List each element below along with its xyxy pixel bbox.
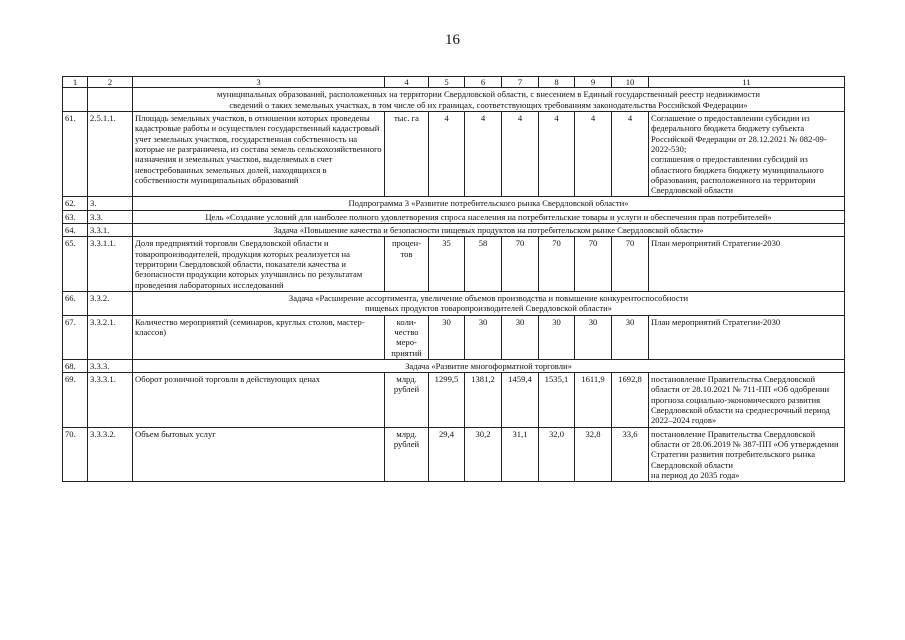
row-number: 69. — [63, 373, 88, 428]
value-cell: 4 — [429, 111, 465, 197]
column-number-3: 3 — [133, 77, 385, 88]
column-number-7: 7 — [502, 77, 539, 88]
column-number-9: 9 — [575, 77, 612, 88]
value-cell: 4 — [575, 111, 612, 197]
value-cell: 1459,4 — [502, 373, 539, 428]
value-cell: 4 — [539, 111, 575, 197]
page-number: 16 — [445, 32, 460, 48]
empty-cell — [88, 88, 133, 112]
row-code: 3.3.2.1. — [88, 315, 133, 359]
table-row — [63, 210, 845, 223]
source-cell: постановление Правительства Свердловской области от 28.06.2019 № 387-ПП «Об утверждении Стратегии развития потребительского рынка Свердловской области на период до 2035 года» — [649, 427, 845, 482]
row-number: 62. — [63, 197, 88, 210]
row-code: 3.3.1. — [88, 224, 133, 237]
column-number-5: 5 — [429, 77, 465, 88]
unit-cell: коли- чество меро- приятий — [385, 315, 429, 359]
value-cell: 32,0 — [539, 427, 575, 482]
section-title: Задача «Расширение ассортимента, увеличение объемов производства и повышение конкурентоспособности пищевых продуктов товаропроизводителей Свердловской области» — [133, 291, 845, 315]
table-row — [63, 373, 845, 428]
value-cell: 4 — [465, 111, 502, 197]
value-cell: 29,4 — [429, 427, 465, 482]
value-cell: 4 — [612, 111, 649, 197]
indicator-name: Площадь земельных участков, в отношении которых проведены кадастровые работы и осуществлен государственный кадастровый учет земельных участков, государственная собственность на которые не разграничена, из состава земель сельскохозяйственного назначения и земельных участков, выделяемых в счет невостребованных земельных долей, находящихся в собственности муниципальных образований — [133, 111, 385, 197]
row-number: 66. — [63, 291, 88, 315]
continuation-text: муниципальных образований, расположенных на территории Свердловской области, с внесением в Единый государственный реестр недвижимости сведений о таких земельных участках, в том числе об их границах, соответствующих требованиям законодательства Российской Федерации» — [133, 88, 845, 112]
table-row — [63, 111, 845, 197]
value-cell: 30 — [575, 315, 612, 359]
indicator-name: Количество мероприятий (семинаров, круглых столов, мастер-классов) — [133, 315, 385, 359]
value-cell: 30 — [539, 315, 575, 359]
column-number-11: 11 — [649, 77, 845, 88]
value-cell: 1611,9 — [575, 373, 612, 428]
value-cell: 70 — [612, 237, 649, 292]
empty-cell — [63, 88, 88, 112]
section-title: Подпрограмма 3 «Развитие потребительского рынка Свердловской области» — [133, 197, 845, 210]
unit-cell: тыс. га — [385, 111, 429, 197]
column-number-10: 10 — [612, 77, 649, 88]
value-cell: 58 — [465, 237, 502, 292]
row-code: 3.3.3. — [88, 359, 133, 372]
unit-cell: млрд. рублей — [385, 427, 429, 482]
column-number-8: 8 — [539, 77, 575, 88]
section-title: Цель «Создание условий для наиболее полного удовлетворения спроса населения на потребительские товары и услуги и обеспечения прав потребителей» — [133, 210, 845, 223]
row-code: 2.5.1.1. — [88, 111, 133, 197]
column-number-4: 4 — [385, 77, 429, 88]
row-number: 68. — [63, 359, 88, 372]
value-cell: 35 — [429, 237, 465, 292]
section-title: Задача «Повышение качества и безопасности пищевых продуктов на потребительском рынке Свердловской области» — [133, 224, 845, 237]
row-code: 3.3.3.1. — [88, 373, 133, 428]
table-row — [63, 291, 845, 315]
value-cell: 1299,5 — [429, 373, 465, 428]
source-cell: План мероприятий Стратегии-2030 — [649, 237, 845, 292]
source-cell: Соглашение о предоставлении субсидии из федерального бюджета бюджету субъекта Российской Федерации от 28.12.2021 № 082-09-2022-530; соглашения о предоставлении субсидий из областного бюджета бюджету муниципального образования, расположенного на территории Свердловской области — [649, 111, 845, 197]
row-code: 3.3.3.2. — [88, 427, 133, 482]
row-number: 67. — [63, 315, 88, 359]
value-cell: 30 — [465, 315, 502, 359]
value-cell: 30,2 — [465, 427, 502, 482]
column-number-6: 6 — [465, 77, 502, 88]
value-cell: 70 — [502, 237, 539, 292]
indicator-name: Доля предприятий торговли Свердловской области и товаропроизводителей, продукция которых реализуется на территории Свердловской области, показатели качества и безопасности продукции которых улучшились по результатам проведения лабораторных исследований — [133, 237, 385, 292]
table-row — [63, 224, 845, 237]
table-row — [63, 197, 845, 210]
value-cell: 70 — [575, 237, 612, 292]
row-number: 70. — [63, 427, 88, 482]
value-cell: 30 — [502, 315, 539, 359]
row-code: 3.3. — [88, 210, 133, 223]
table-row — [63, 237, 845, 292]
unit-cell: процен- тов — [385, 237, 429, 292]
row-number: 64. — [63, 224, 88, 237]
table-row — [63, 315, 845, 359]
table-row — [63, 427, 845, 482]
column-number-1: 1 — [63, 77, 88, 88]
row-code: 3.3.2. — [88, 291, 133, 315]
table-row — [63, 359, 845, 372]
row-code: 3.3.1.1. — [88, 237, 133, 292]
source-cell: постановление Правительства Свердловской области от 28.10.2021 № 711-ПП «Об одобрении прогноза социально-экономического развития Свердловской области на среднесрочный период 2022–2024 годов» — [649, 373, 845, 428]
source-cell: План мероприятий Стратегии-2030 — [649, 315, 845, 359]
value-cell: 30 — [612, 315, 649, 359]
unit-cell: млрд. рублей — [385, 373, 429, 428]
continuation-row — [63, 88, 845, 112]
value-cell: 1692,8 — [612, 373, 649, 428]
row-code: 3. — [88, 197, 133, 210]
value-cell: 32,8 — [575, 427, 612, 482]
value-cell: 4 — [502, 111, 539, 197]
column-number-2: 2 — [88, 77, 133, 88]
row-number: 65. — [63, 237, 88, 292]
value-cell: 1535,1 — [539, 373, 575, 428]
value-cell: 31,1 — [502, 427, 539, 482]
column-number-row — [63, 77, 845, 88]
row-number: 63. — [63, 210, 88, 223]
value-cell: 30 — [429, 315, 465, 359]
value-cell: 70 — [539, 237, 575, 292]
value-cell: 1381,2 — [465, 373, 502, 428]
indicators-table — [62, 76, 845, 482]
indicator-name: Объем бытовых услуг — [133, 427, 385, 482]
indicator-name: Оборот розничной торговли в действующих ценах — [133, 373, 385, 428]
value-cell: 33,6 — [612, 427, 649, 482]
row-number: 61. — [63, 111, 88, 197]
section-title: Задача «Развитие многоформатной торговли» — [133, 359, 845, 372]
